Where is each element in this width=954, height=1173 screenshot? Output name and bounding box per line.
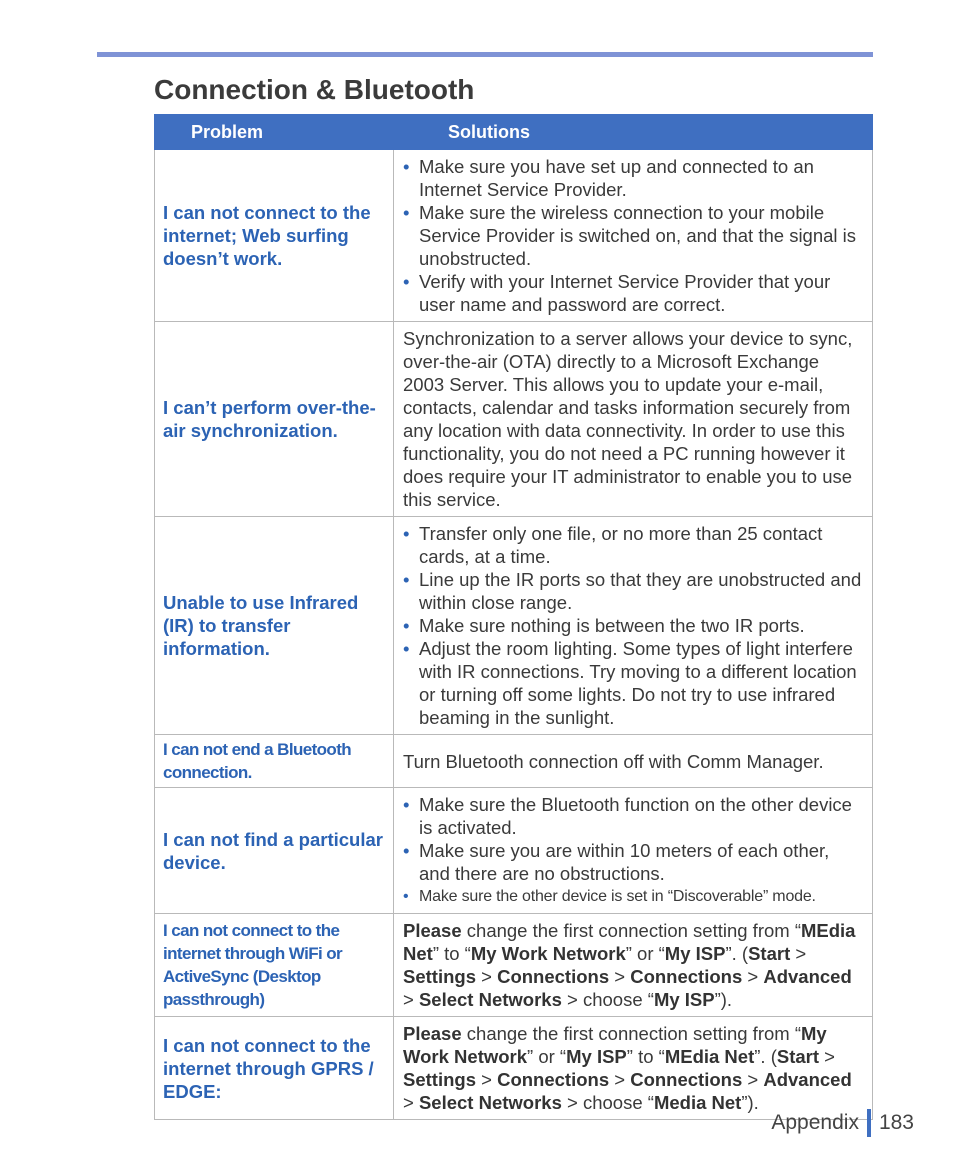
solution-cell	[394, 735, 873, 788]
list-item: • Line up the IR ports so that they are unobstructed and within close range.	[403, 568, 864, 614]
solution-cell	[394, 517, 873, 735]
solution-list	[403, 155, 864, 316]
solution-cell	[394, 788, 873, 914]
solution-cell: Please change the first connection setting from “MEdia Net” to “My Work Network” or “My ISP”. (Start > Settings > Connections > Connections > Advanced > Select Networks > choose “My ISP”).	[394, 914, 873, 1017]
solution-cell	[394, 322, 873, 517]
list-item: • Make sure the wireless connection to your mobile Service Provider is switched on, and that the signal is unobstructed.	[403, 201, 864, 270]
page-number: 183	[878, 1111, 914, 1134]
table-header-row	[155, 115, 873, 150]
problem-cell: I can not connect to the internet through GPRS / EDGE:	[155, 1017, 394, 1120]
header-problem: Problem	[155, 115, 394, 150]
top-rule	[97, 52, 873, 57]
problem-cell: I can not end a Bluetooth connection.	[155, 735, 394, 788]
page-title: Connection & Bluetooth	[154, 74, 475, 105]
solution-list	[403, 793, 864, 908]
problem-cell: I can’t perform over-the-air synchronization.	[155, 322, 394, 517]
table-row	[155, 322, 873, 517]
table-row	[155, 788, 873, 914]
table-row	[155, 1017, 873, 1120]
table-row	[155, 735, 873, 788]
list-item: • Make sure nothing is between the two IR ports.	[403, 614, 864, 637]
table-row	[155, 914, 873, 1017]
list-item: • Make sure the Bluetooth function on the other device is activated.	[403, 793, 864, 839]
problem-cell: I can not find a particular device.	[155, 788, 394, 914]
problem-cell: I can not connect to the internet; Web surfing doesn’t work.	[155, 150, 394, 322]
solution-text: Synchronization to a server allows your device to sync, over-the-air (OTA) directly to a Microsoft Exchange 2003 Server. This allows you to update your e-mail, contacts, calendar and tasks information securely from any location with data connectivity. In order to use this functionality, you do not need a PC running however it does require your IT administrator to enable you to use this service.	[403, 328, 853, 510]
list-item: • Make sure you are within 10 meters of each other, and there are no obstructions.	[403, 839, 864, 885]
problem-cell: Unable to use Infrared (IR) to transfer information.	[155, 517, 394, 735]
list-item: • Verify with your Internet Service Provider that your user name and password are correct.	[403, 270, 864, 316]
table-row	[155, 150, 873, 322]
solution-list	[403, 522, 864, 729]
troubleshooting-table	[154, 114, 873, 1120]
list-item: • Adjust the room lighting. Some types of light interfere with IR connections. Try moving to a different location or turning off some lights. Do not try to use infrared beaming in the sunlight.	[403, 637, 864, 729]
list-item: • Make sure the other device is set in “Discoverable” mode.	[403, 885, 864, 908]
solution-text: Turn Bluetooth connection off with Comm Manager.	[403, 750, 824, 772]
page-footer	[771, 1109, 914, 1137]
solution-cell	[394, 150, 873, 322]
footer-section-label: Appendix	[771, 1111, 859, 1134]
list-item: • Transfer only one file, or no more than 25 contact cards, at a time.	[403, 522, 864, 568]
solution-cell: Please change the first connection setting from “My Work Network” or “My ISP” to “MEdia Net”. (Start > Settings > Connections > Connections > Advanced > Select Networks > choose “Media Net”).	[394, 1017, 873, 1120]
table-row	[155, 517, 873, 735]
problem-cell: I can not connect to the internet through WiFi or ActiveSync (Desktop passthrough)	[155, 914, 394, 1017]
list-item: • Make sure you have set up and connected to an Internet Service Provider.	[403, 155, 864, 201]
footer-divider	[867, 1109, 871, 1137]
header-solutions: Solutions	[394, 115, 873, 150]
